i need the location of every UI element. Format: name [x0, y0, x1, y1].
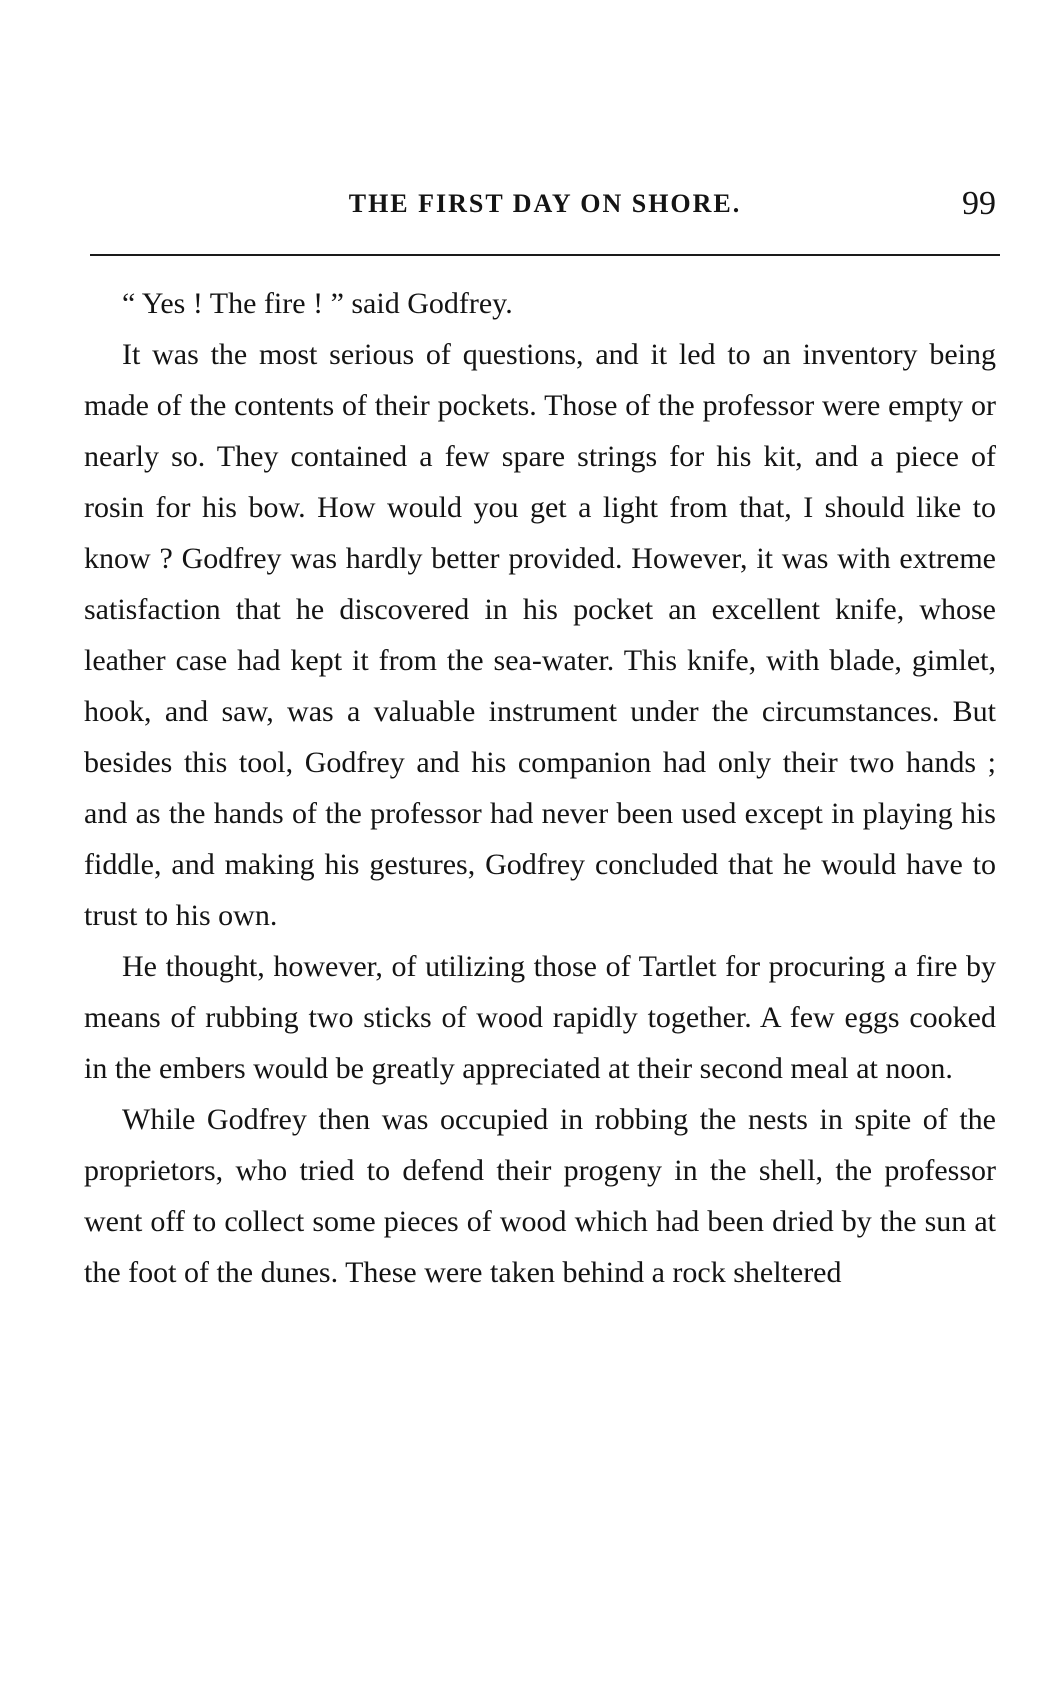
running-head	[90, 184, 1000, 224]
paragraph: While Godfrey then was occupied in robbing the nests in spite of the proprietors, who tried to defend their progeny in the shell, the professor went off to collect some pieces of wood which had been dried by the sun at the foot of the dunes. These were taken behind a rock sheltered	[84, 1103, 996, 1289]
paragraph: It was the most serious of questions, and it led to an inventory being made of the contents of their pockets. Those of the professor were empty or nearly so. They contained a few spare strings for his kit, and a piece of rosin for his bow. How would you get a light from that, I should like to know ? Godfrey was hardly better provided. However, it was with extreme satisfaction that he discovered in his pocket an excellent knife, whose leather case had kept it from the sea-water. This knife, with blade, gimlet, hook, and saw, was a valuable instrument under the circumstances. But besides this tool, Godfrey and his companion had only their two hands ; and as the hands of the professor had never been used except in playing his fiddle, and making his gestures, Godfrey concluded that he would have to trust to his own.	[84, 338, 996, 932]
running-title: THE FIRST DAY ON SHORE.	[348, 189, 742, 218]
body-text	[84, 278, 996, 1298]
page-number: 99	[962, 185, 996, 222]
paragraph: He thought, however, of utilizing those of Tartlet for procuring a fire by means of rubbing two sticks of wood rapidly together. A few eggs cooked in the embers would be greatly appreciated at their second meal at noon.	[84, 950, 996, 1085]
paragraph: “ Yes ! The fire ! ” said Godfrey.	[122, 287, 513, 320]
header-rule	[90, 254, 1000, 256]
